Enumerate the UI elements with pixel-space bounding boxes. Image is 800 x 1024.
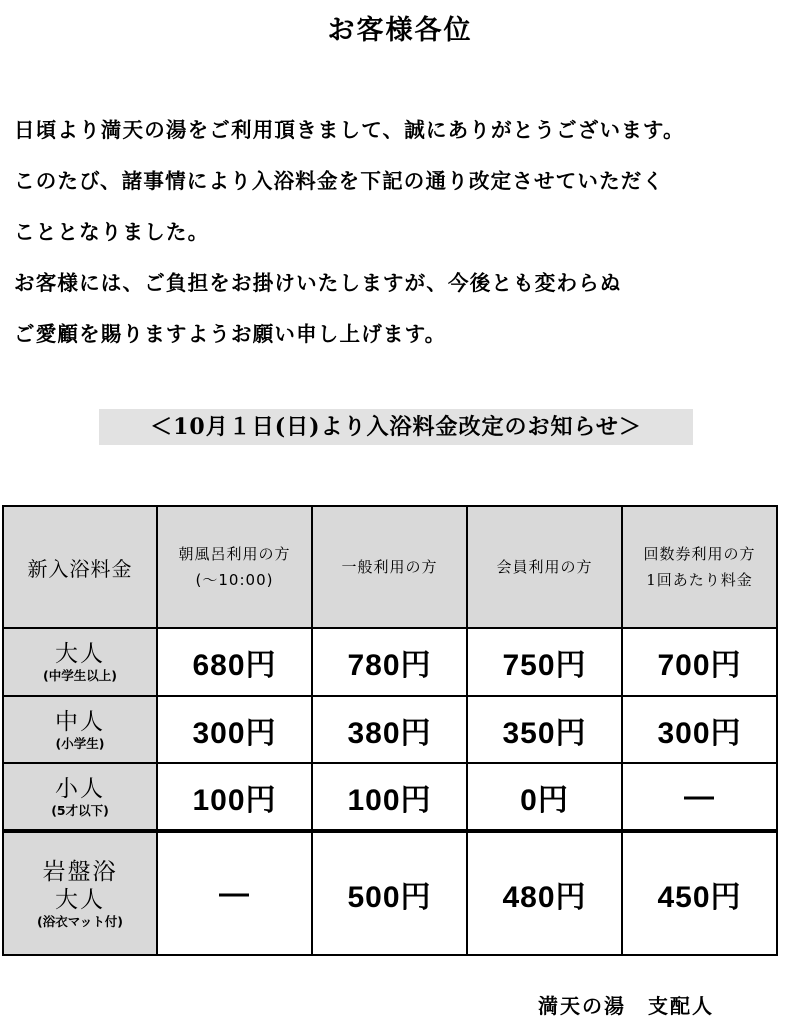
- table-row: [3, 696, 777, 763]
- row-header-bedrock-bath: [3, 831, 157, 955]
- price-cell: 300円: [622, 696, 777, 763]
- paragraph-line: ご愛顧を賜りますようお願い申し上げます。: [14, 322, 447, 346]
- column-header-subline: 1回あたり料金: [646, 571, 753, 589]
- price-cell: ―: [622, 763, 777, 831]
- column-header-line: 一般利用の方: [341, 558, 438, 576]
- column-header-line: 朝風呂利用の方: [178, 545, 291, 563]
- column-header-general: [312, 506, 467, 628]
- row-header-adult: [3, 628, 157, 696]
- column-header-morning: [157, 506, 312, 628]
- price-cell: ―: [157, 831, 312, 955]
- row-label-secondary: 大人: [55, 886, 105, 913]
- price-cell: 450円: [622, 831, 777, 955]
- fee-table: [2, 505, 778, 956]
- fee-table-corner-header: 新入浴料金: [3, 506, 157, 628]
- paragraph-line: お客様には、ご負担をお掛けいたしますが、今後とも変わらぬ: [14, 271, 622, 295]
- price-cell: 100円: [312, 763, 467, 831]
- row-label: 岩盤浴: [42, 858, 118, 885]
- row-note: (小学生): [55, 735, 105, 751]
- price-cell: 500円: [312, 831, 467, 955]
- price-cell: 380円: [312, 696, 467, 763]
- row-label: 中人: [55, 708, 105, 735]
- column-header-line: 回数券利用の方: [643, 545, 756, 563]
- paragraph-line: このたび、諸事情により入浴料金を下記の通り改定させていただく: [14, 169, 665, 193]
- row-header-child: [3, 696, 157, 763]
- paragraph-line: 日頃より満天の湯をご利用頂きまして、誠にありがとうございます。: [14, 118, 685, 142]
- price-cell: 350円: [467, 696, 622, 763]
- price-cell: 0円: [467, 763, 622, 831]
- price-cell: 680円: [157, 628, 312, 696]
- row-note: (中学生以上): [43, 668, 117, 683]
- price-cell: 700円: [622, 628, 777, 696]
- column-header-coupon: [622, 506, 777, 628]
- table-row: [3, 831, 777, 955]
- fee-table-header-row: [3, 506, 777, 628]
- column-header-subline: (～10:00): [195, 571, 274, 589]
- row-note: (浴衣マット付): [37, 913, 123, 929]
- price-cell: 300円: [157, 696, 312, 763]
- table-row: [3, 628, 777, 696]
- announcement-body: [14, 110, 794, 365]
- paragraph-line: こととなりました。: [14, 220, 210, 244]
- row-note: (5才以下): [51, 802, 109, 818]
- row-label: 大人: [55, 641, 105, 667]
- price-change-notice: ＜10月１日(日)より入浴料金改定のお知らせ＞: [99, 409, 693, 445]
- signature-manager: 満天の湯 支配人: [538, 994, 714, 1018]
- row-header-infant: [3, 763, 157, 831]
- page-title: お客様各位: [327, 15, 473, 46]
- price-cell: 100円: [157, 763, 312, 831]
- price-cell: 480円: [467, 831, 622, 955]
- column-header-member: [467, 506, 622, 628]
- price-cell: 780円: [312, 628, 467, 696]
- row-label: 小人: [55, 775, 105, 802]
- price-cell: 750円: [467, 628, 622, 696]
- column-header-line: 会員利用の方: [496, 558, 593, 576]
- table-row: [3, 763, 777, 831]
